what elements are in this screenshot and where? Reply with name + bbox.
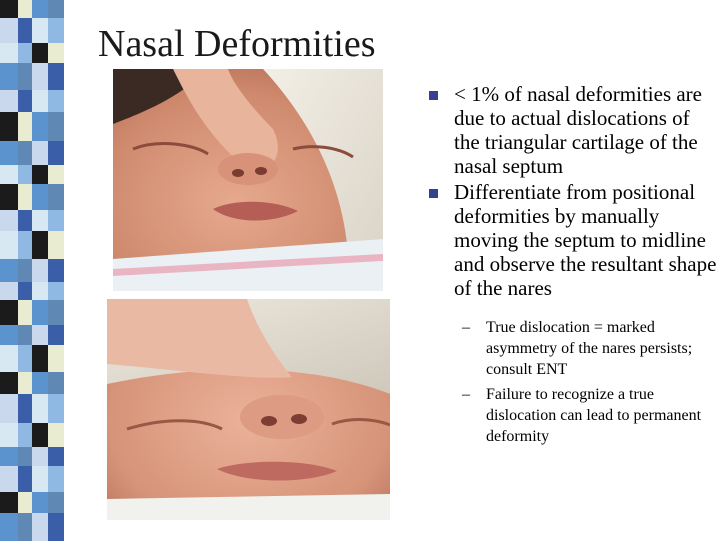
stripe-segment xyxy=(48,90,64,112)
stripe-segment xyxy=(0,90,18,112)
stripe-segment xyxy=(32,325,48,345)
stripe-segment xyxy=(48,492,64,513)
stripe-segment xyxy=(18,394,32,423)
stripe-segment xyxy=(48,394,64,423)
stripe-segment xyxy=(0,210,18,231)
stripe-segment xyxy=(18,300,32,325)
stripe-segment xyxy=(0,63,18,90)
stripe-segment xyxy=(0,513,18,541)
bullet-item xyxy=(424,82,720,178)
stripe-segment xyxy=(48,282,64,300)
stripe-segment xyxy=(0,184,18,210)
stripe-segment xyxy=(48,447,64,466)
bullet-list xyxy=(424,82,720,451)
square-bullet-icon xyxy=(429,189,438,198)
stripe-segment xyxy=(18,184,32,210)
stripe-segment xyxy=(18,0,32,18)
stripe-segment xyxy=(0,394,18,423)
stripe-segment xyxy=(0,141,18,165)
stripe-segment xyxy=(0,325,18,345)
stripe-segment xyxy=(48,43,64,63)
stripe-segment xyxy=(0,492,18,513)
stripe-segment xyxy=(48,210,64,231)
stripe-segment xyxy=(32,90,48,112)
stripe-segment xyxy=(32,282,48,300)
stripe-segment xyxy=(0,112,18,141)
stripe-segment xyxy=(0,282,18,300)
sub-bullet-item xyxy=(462,317,720,380)
stripe-segment xyxy=(18,492,32,513)
stripe-segment xyxy=(48,165,64,184)
stripe-segment xyxy=(48,345,64,372)
sub-bullet-list xyxy=(424,317,720,447)
decorative-stripe xyxy=(0,0,64,540)
stripe-segment xyxy=(32,394,48,423)
stripe-segment xyxy=(18,210,32,231)
stripe-segment xyxy=(0,345,18,372)
stripe-segment xyxy=(18,63,32,90)
stripe-segment xyxy=(48,112,64,141)
stripe-segment xyxy=(0,18,18,43)
stripe-segment xyxy=(32,0,48,18)
sub-bullet-item xyxy=(462,384,720,447)
stripe-segment xyxy=(32,345,48,372)
bullet-text: Differentiate from positional deformities by manually moving the septum to midline and observe the resultant shape of the nares xyxy=(454,180,717,300)
stripe-segment xyxy=(0,0,18,18)
slide-title: Nasal Deformities xyxy=(98,23,376,65)
stripe-segment xyxy=(32,492,48,513)
stripe-segment xyxy=(0,259,18,282)
stripe-segment xyxy=(18,259,32,282)
infant-nose-photo-bottom xyxy=(107,299,390,520)
stripe-segment xyxy=(32,466,48,492)
stripe-segment xyxy=(32,447,48,466)
stripe-segment xyxy=(32,300,48,325)
stripe-segment xyxy=(18,423,32,447)
stripe-segment xyxy=(18,513,32,541)
stripe-segment xyxy=(48,141,64,165)
stripe-segment xyxy=(32,513,48,541)
stripe-segment xyxy=(18,165,32,184)
stripe-segment xyxy=(48,372,64,394)
dash-bullet-icon: – xyxy=(462,386,470,403)
stripe-segment xyxy=(18,372,32,394)
stripe-segment xyxy=(0,300,18,325)
stripe-segment xyxy=(18,90,32,112)
stripe-segment xyxy=(48,231,64,259)
sub-bullet-text: True dislocation = marked asymmetry of the nares persists; consult ENT xyxy=(486,319,693,378)
stripe-segment xyxy=(32,231,48,259)
stripe-segment xyxy=(18,18,32,43)
bullet-item xyxy=(424,180,720,300)
stripe-segment xyxy=(32,63,48,90)
stripe-segment xyxy=(32,43,48,63)
stripe-segment xyxy=(18,345,32,372)
stripe-segment xyxy=(48,423,64,447)
stripe-segment xyxy=(48,259,64,282)
stripe-segment xyxy=(48,466,64,492)
stripe-segment xyxy=(18,282,32,300)
stripe-segment xyxy=(48,18,64,43)
stripe-segment xyxy=(48,184,64,210)
infant-nose-photo-top xyxy=(113,69,383,291)
stripe-segment xyxy=(0,423,18,447)
stripe-segment xyxy=(32,141,48,165)
stripe-segment xyxy=(48,513,64,541)
stripe-segment xyxy=(48,325,64,345)
stripe-segment xyxy=(18,325,32,345)
dash-bullet-icon: – xyxy=(462,319,470,336)
stripe-segment xyxy=(32,18,48,43)
stripe-segment xyxy=(18,43,32,63)
stripe-segment xyxy=(32,112,48,141)
stripe-segment xyxy=(0,372,18,394)
stripe-segment xyxy=(0,447,18,466)
bullet-text: < 1% of nasal deformities are due to actual dislocations of the triangular cartilage of the nasal septum xyxy=(454,82,703,178)
stripe-segment xyxy=(18,141,32,165)
stripe-segment xyxy=(32,259,48,282)
stripe-segment xyxy=(18,112,32,141)
stripe-segment xyxy=(32,372,48,394)
stripe-segment xyxy=(0,43,18,63)
stripe-segment xyxy=(32,210,48,231)
stripe-segment xyxy=(48,300,64,325)
stripe-segment xyxy=(0,466,18,492)
stripe-segment xyxy=(32,423,48,447)
stripe-segment xyxy=(18,466,32,492)
stripe-segment xyxy=(0,231,18,259)
stripe-segment xyxy=(0,165,18,184)
square-bullet-icon xyxy=(429,91,438,100)
stripe-segment xyxy=(48,63,64,90)
stripe-segment xyxy=(32,165,48,184)
stripe-segment xyxy=(18,231,32,259)
stripe-segment xyxy=(48,0,64,18)
stripe-segment xyxy=(32,184,48,210)
stripe-segment xyxy=(18,447,32,466)
sub-bullet-text: Failure to recognize a true dislocation can lead to permanent deformity xyxy=(486,386,702,445)
